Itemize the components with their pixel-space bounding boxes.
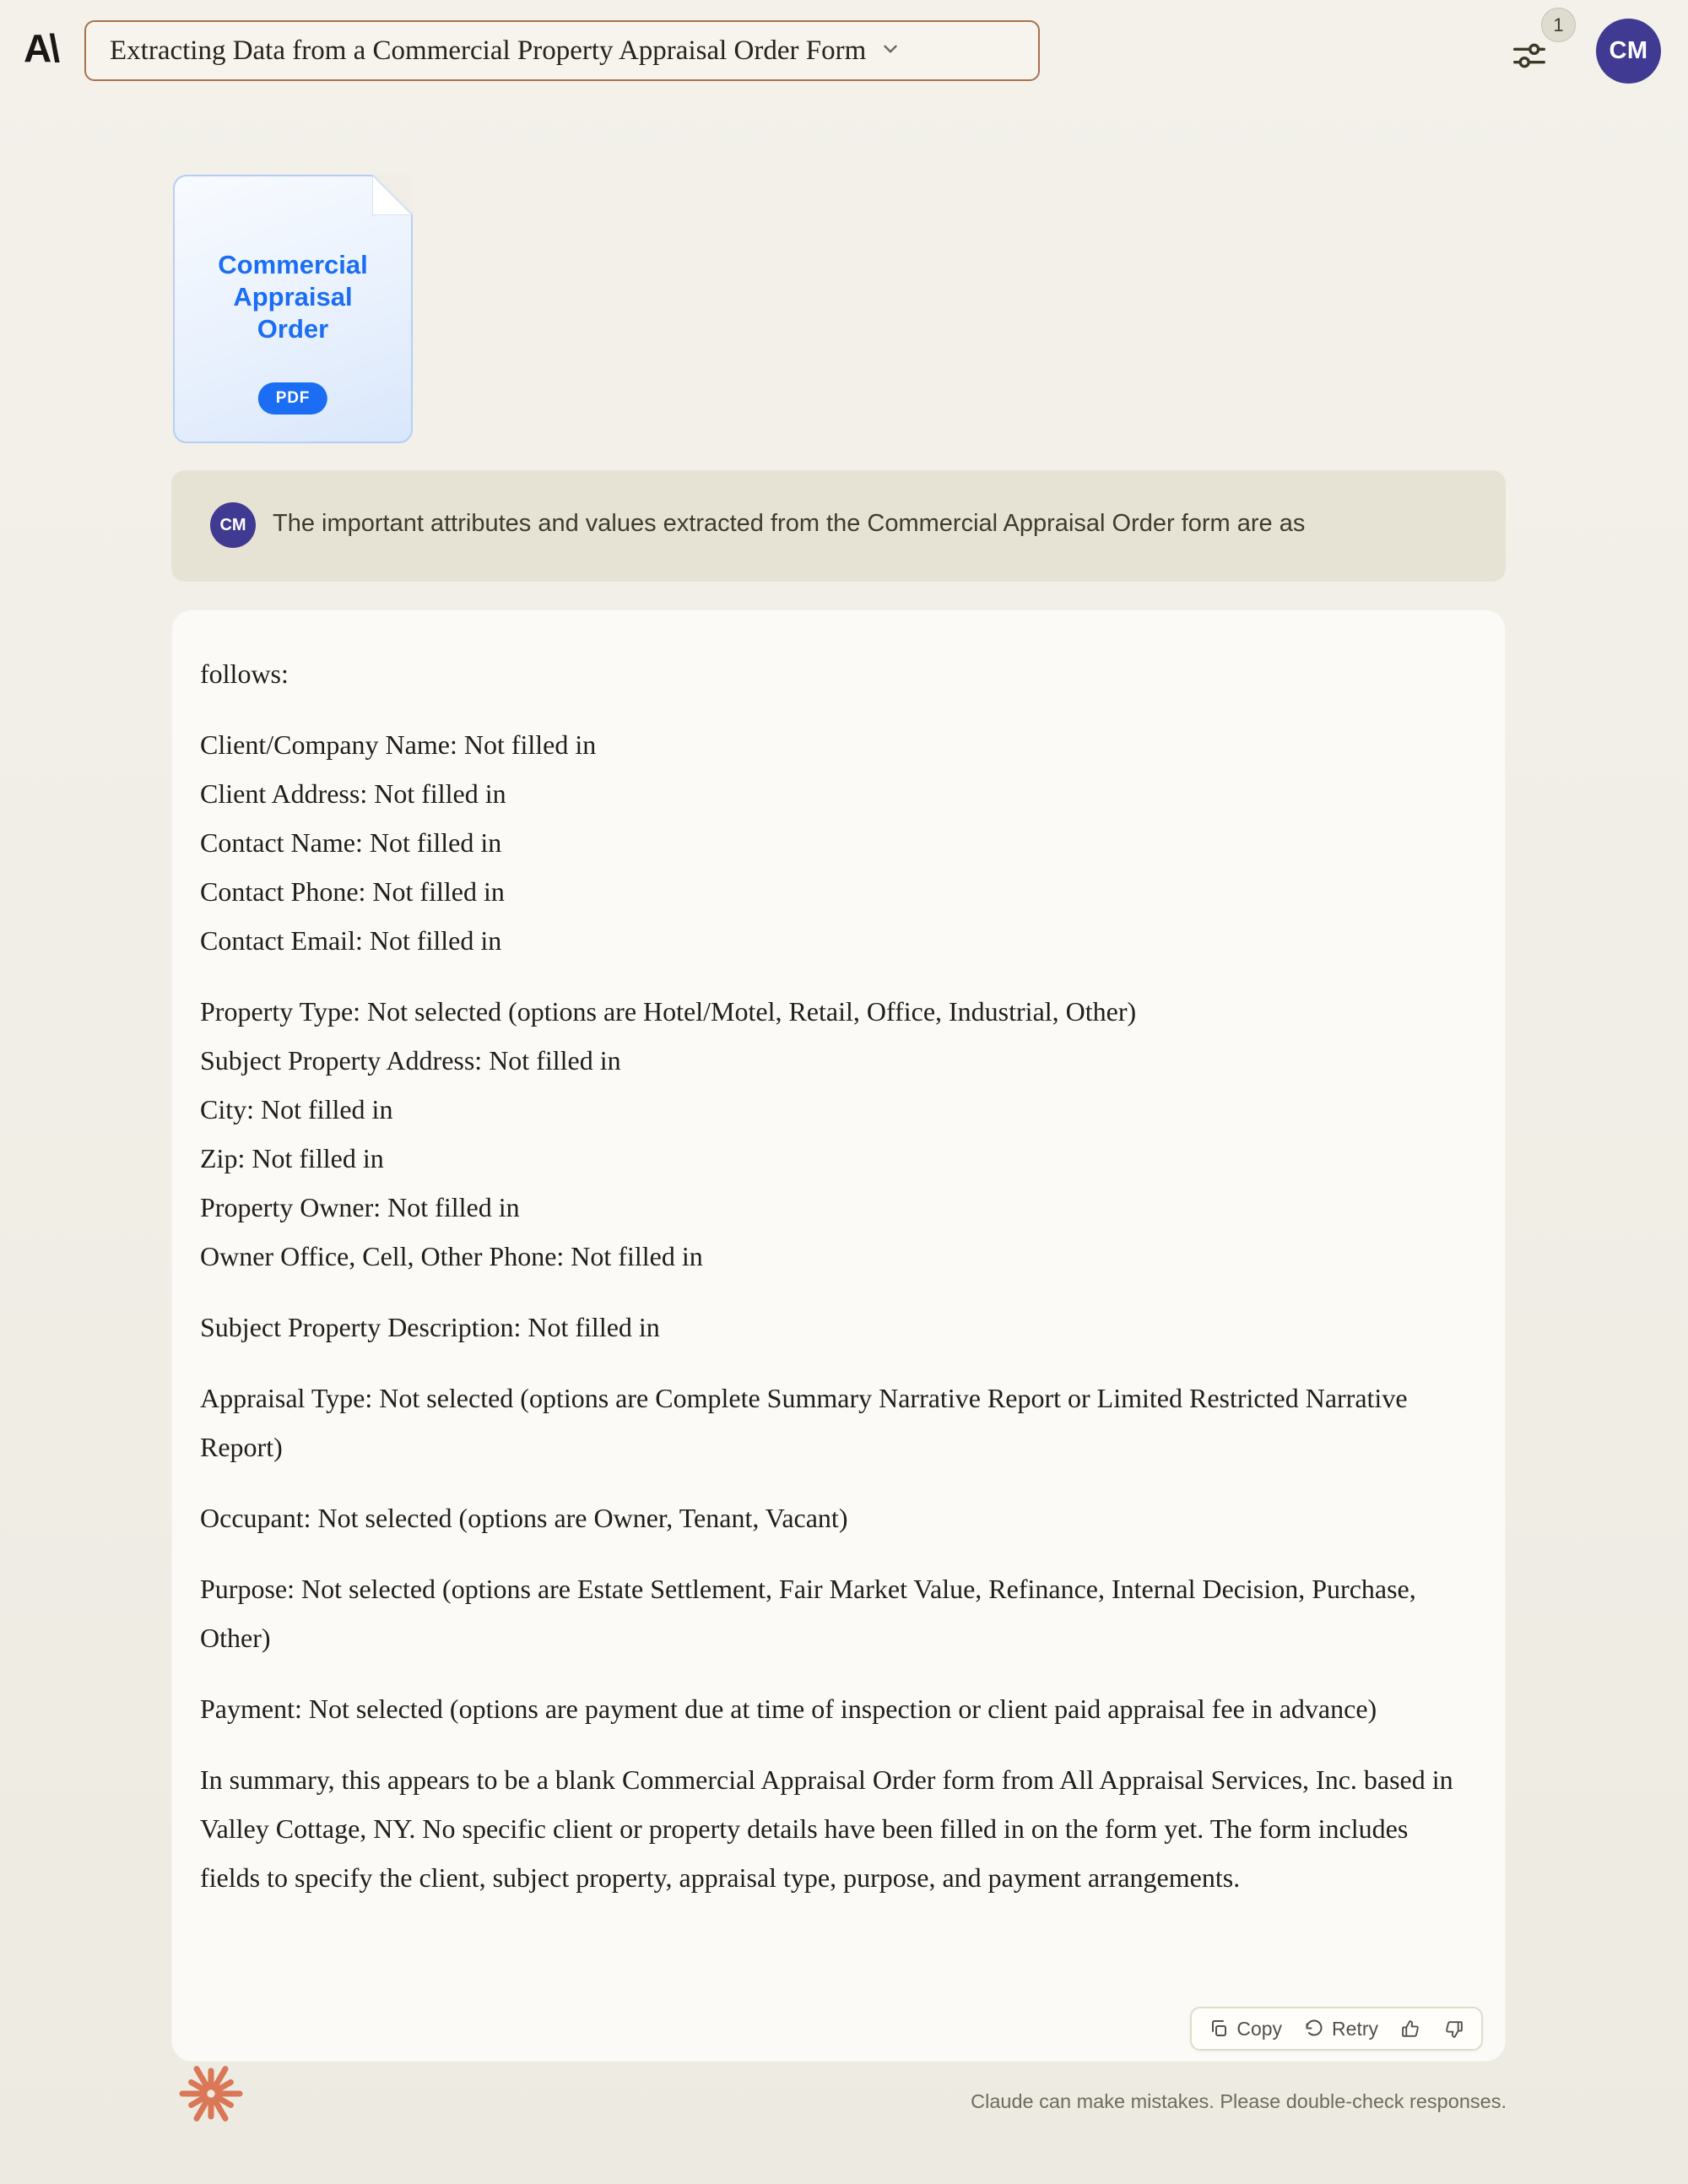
page-fold-icon [372,175,413,215]
response-paragraph [200,1755,1454,1902]
anthropic-logo: A\ [24,26,57,70]
response-line: Zip: Not filled in [200,1143,384,1173]
thumbs-up-icon [1400,2019,1421,2040]
conversation-title-dropdown[interactable] [84,20,1040,81]
pdf-attachment-card[interactable] [173,175,413,443]
user-message [171,470,1506,582]
response-line: City: Not filled in [200,1094,393,1125]
user-message-text: The important attributes and values extracted from the Commercial Appraisal Order form are as [273,510,1306,537]
copy-label: Copy [1236,2017,1283,2040]
response-line: Purpose: Not selected (options are Estate Settlement, Fair Market Value, Refinance, Internal Decision, Purchase, Other) [200,1574,1416,1653]
thumbs-down-icon [1443,2019,1464,2040]
copy-icon [1209,2019,1229,2039]
response-line: Client Address: Not filled in [200,778,506,809]
response-paragraph [200,987,1454,1281]
response-line: Occupant: Not selected (options are Owner, Tenant, Vacant) [200,1503,848,1533]
retry-label: Retry [1332,2017,1378,2040]
pdf-badge: PDF [258,382,327,415]
response-line: Contact Name: Not filled in [200,827,502,858]
thumbs-down-button[interactable] [1435,2013,1473,2045]
response-line: follows: [200,658,289,689]
response-paragraph [200,1374,1454,1471]
attachment-title: Commercial Appraisal Order [218,250,368,344]
conversation-title: Extracting Data from a Commercial Property Appraisal Order Form [110,35,867,66]
disclaimer-text: Claude can make mistakes. Please double-check responses. [971,2090,1507,2112]
claude-starburst-icon [177,2060,245,2127]
response-paragraph [200,649,1454,698]
thumbs-up-button[interactable] [1392,2013,1430,2045]
response-paragraph [200,1493,1454,1542]
response-paragraph [200,720,1454,965]
response-line: Owner Office, Cell, Other Phone: Not filled in [200,1241,703,1271]
copy-button[interactable] [1200,2013,1290,2046]
response-line: Property Type: Not selected (options are Hotel/Motel, Retail, Office, Industrial, Other) [200,996,1137,1027]
retry-icon [1304,2019,1324,2039]
response-paragraph [200,1684,1454,1733]
notification-badge: 1 [1541,8,1576,42]
response-paragraph [200,1303,1454,1352]
assistant-response [171,610,1506,2062]
response-paragraph [200,1564,1454,1662]
chevron-down-icon [879,38,901,64]
settings-sliders-icon[interactable] [1507,34,1551,78]
response-line: Subject Property Description: Not filled in [200,1312,660,1342]
response-line: Subject Property Address: Not filled in [200,1045,621,1076]
retry-button[interactable] [1296,2013,1387,2046]
response-line: Client/Company Name: Not filled in [200,729,597,760]
response-content [172,610,1505,1978]
action-bar [1190,2007,1483,2051]
response-line: In summary, this appears to be a blank Commercial Appraisal Order form from All Appraisal Services, Inc. based in Valley Cottage, NY. No specific client or property details have been filled in on the form yet. The form includes fields to specify the client, subject property, appraisal type, purpose, and payment arrangements. [200,1764,1453,1893]
user-message-avatar: CM [210,502,256,548]
response-line: Contact Phone: Not filled in [200,876,505,907]
response-line: Appraisal Type: Not selected (options are Complete Summary Narrative Report or Limited Restricted Narrative Report) [200,1383,1408,1462]
response-line: Payment: Not selected (options are payment due at time of inspection or client paid appraisal fee in advance) [200,1694,1377,1724]
response-line: Property Owner: Not filled in [200,1192,520,1222]
user-avatar[interactable]: CM [1596,19,1661,84]
response-line: Contact Email: Not filled in [200,925,502,956]
